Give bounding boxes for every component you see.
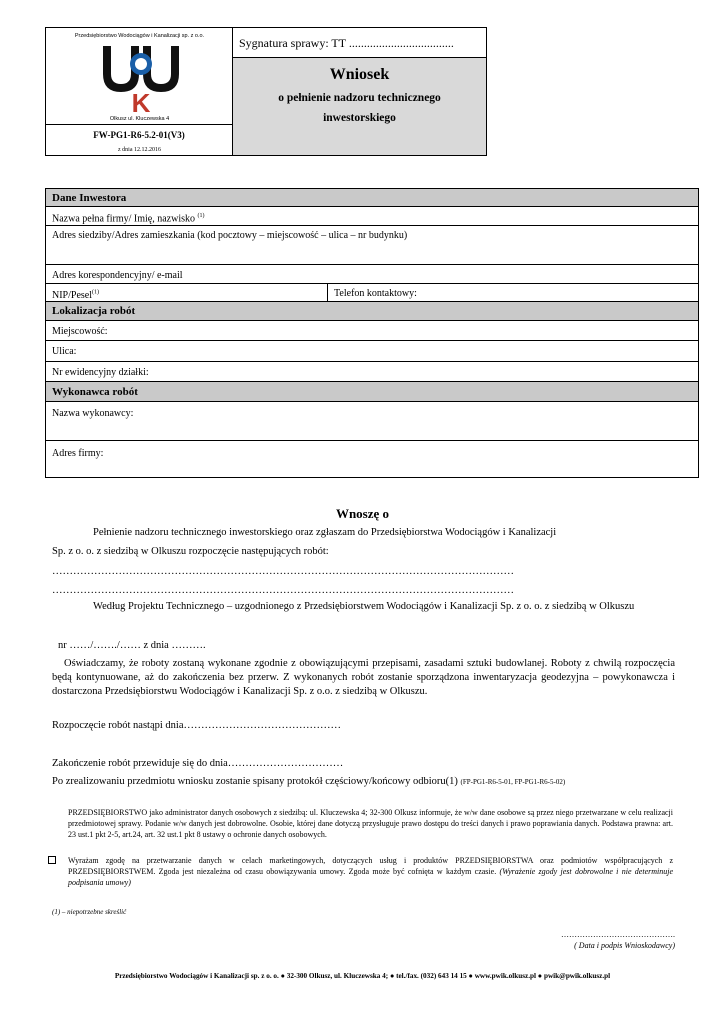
request-heading: Wnoszę o	[335, 506, 390, 521]
section-investor: Dane Inwestora	[46, 189, 698, 207]
city-label: Miejscowość:	[52, 326, 108, 337]
start-date-line[interactable]: Rozpoczęcie robót nastąpi dnia………………………………………	[52, 720, 341, 731]
divider	[327, 284, 328, 301]
field-nip-phone	[46, 284, 698, 302]
page-subtitle	[233, 88, 486, 128]
project-number-line[interactable]: nr ……/……./…… z dnia ……….	[58, 640, 206, 651]
para1-line2: Sp. z o. o. z siedzibą w Olkuszu rozpoczęcie następujących robót:	[52, 546, 329, 557]
header-title-cell	[233, 28, 486, 155]
protocol-line	[52, 775, 692, 789]
field-contractor-address[interactable]	[46, 441, 698, 477]
signature-dots[interactable]: …………………………………….	[561, 930, 675, 939]
nip-label: NIP/Pesel	[52, 290, 92, 302]
signature-label: ( Data i podpis Wnioskodawcy)	[574, 941, 675, 950]
marketing-consent-checkbox[interactable]	[48, 856, 56, 864]
protocol-text: Po zrealizowaniu przedmiotu wniosku zostanie spisany protokół częściowy/końcowy odbioru(1)	[52, 776, 458, 787]
field-city[interactable]	[46, 321, 698, 341]
company-name-small: Przedsiębiorstwo Wodociągów i Kanalizacji sp. z o.o.	[74, 33, 205, 39]
contractor-address-label: Adres firmy:	[52, 448, 104, 459]
field-company-name[interactable]	[46, 207, 698, 226]
phone-field[interactable]	[334, 284, 417, 303]
document-code: FW-PG1-R6-5.2-01(V3)	[46, 124, 232, 146]
nip-field[interactable]	[52, 290, 99, 301]
works-description-line2[interactable]: ……………………………………………………………………………………………………………………	[52, 585, 514, 596]
case-signature[interactable]: Sygnatura sprawy: TT ...................................	[233, 28, 486, 58]
contractor-name-label: Nazwa wykonawcy:	[52, 408, 134, 419]
street-label: Ulica:	[52, 346, 77, 357]
application-form	[45, 188, 699, 478]
para1-line1: Pełnienie nadzoru technicznego inwestorskiego oraz zgłaszam do Przedsiębiorstwa Wodociągów i Kanalizacji	[93, 527, 557, 538]
subtitle-line-2: inwestorskiego	[323, 112, 396, 124]
footnote: (1) – niepotrzebne skreślić	[52, 908, 127, 916]
statement: Oświadczamy, że roboty zostaną wykonane zgodnie z obowiązującymi przepisami, zasadami sztuki budowlanej. Roboty z chwilą rozpoczęcia będą kontynuowane, aż do zakończenia bez przerw. Z wykonanych robót zostanie sporządzona inwentaryzacja geodezyjna – powykonawcza i dostarczona Przedsiębiorstwu Wodociągów i Kanalizacji Sp. z o.o. z siedzibą w Olkuszu.	[52, 658, 675, 697]
field-correspondence[interactable]	[46, 265, 698, 284]
company-name-label: Nazwa pełna firmy/ Imię, nazwisko	[52, 213, 196, 225]
company-address-small: Olkusz ul. Kluczewska 4	[109, 116, 170, 122]
nip-note: (1)	[92, 290, 99, 296]
subtitle-line-1: o pełnienie nadzoru technicznego	[278, 92, 441, 104]
consent-italic: (Wyrażenie zgody jest dobrowolne i nie determinuje podpisania umowy)	[68, 867, 674, 887]
plot-label: Nr ewidencyjny działki:	[52, 367, 149, 378]
section-contractor: Wykonawca robót	[46, 382, 698, 402]
address-label: Adres siedziby/Adres zamieszkania (kod pocztowy – miejscowość – ulica – nr budynku)	[52, 230, 408, 241]
consent-text: Wyrażam zgodę na przetwarzanie danych w celach marketingowych, dotyczących usług i produktów PRZEDSIĘBIORSTWA oraz podmiotów współpracujących z PRZEDSIĘBIORSTWEM. Zgoda jest niezależna od czasu obowiązywania umowy. Zgoda może być cofnięta w każdym czasie.	[68, 856, 673, 876]
field-contractor-name[interactable]	[46, 402, 698, 441]
gdpr-notice: PRZEDSIĘBIORSTWO jako administrator danych osobowych z siedzibą: ul. Kluczewska 4; 32-300 Olkusz informuje, że w/w dane osobowe są przez niego przetwarzane w celu realizacji przedmiotowej sprawy. Podanie w/w danych jest dobrowolne. Osobie, której dane dotyczą przysługuje prawo dostępu do treści danych i prawo poprawiania danych. Podstawa prawna: art. 23 ust.1 pkt 2-5, art.24, art. 32 ust.1 pkt 8 ustawy o ochronie danych osobowych.	[68, 808, 673, 839]
project-line: Według Projektu Technicznego – uzgodnionego z Przedsiębiorstwem Wodociągów i Kanalizacji Sp. z o. o. z siedzibą w Olkuszu	[93, 601, 635, 612]
correspondence-label: Adres korespondencyjny/ e-mail	[52, 270, 183, 281]
company-name-note: (1)	[197, 213, 205, 219]
document-date: z dnia 12.12.2016	[118, 147, 161, 153]
end-date-line[interactable]: Zakończenie robót przewiduje się do dnia……………………………	[52, 758, 344, 769]
field-address[interactable]	[46, 226, 698, 265]
page-footer: Przedsiębiorstwo Wodociągów i Kanalizacji sp. z o. o. ● 32-300 Olkusz, ul. Kluczewska 4; ● tel./fax. (032) 643 14 15 ● www.pwik.olkusz.pl ● pwik@pwik.olkusz.pl	[114, 972, 611, 980]
logo-letter: K	[131, 88, 151, 114]
section-location: Lokalizacja robót	[46, 302, 698, 321]
phone-label: Telefon kontaktowy:	[334, 288, 417, 299]
company-logo	[101, 42, 181, 114]
title-box	[233, 58, 486, 155]
protocol-refs: (FP-PG1-R6-5-01, FP-PG1-R6-5-02)	[460, 778, 566, 786]
works-description-line1[interactable]: ……………………………………………………………………………………………………………………	[52, 566, 514, 577]
header-logo-cell	[46, 28, 233, 155]
document-header	[45, 27, 487, 156]
field-plot-number[interactable]	[46, 362, 698, 382]
page-title: Wniosek	[329, 66, 390, 83]
marketing-consent	[68, 855, 673, 888]
field-street[interactable]	[46, 341, 698, 362]
